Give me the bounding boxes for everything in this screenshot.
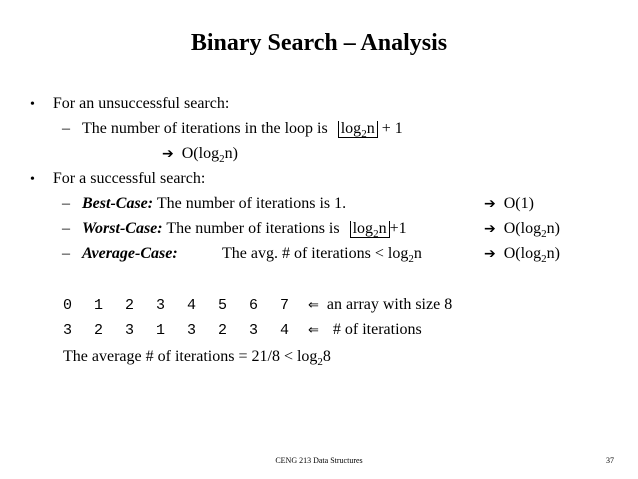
footer-course: CENG 213 Data Structures xyxy=(275,456,363,465)
average-post: 8 xyxy=(322,348,331,365)
best-case-result xyxy=(484,194,534,214)
avg-result-post: n) xyxy=(546,245,560,262)
right-arrow-icon: ➔ xyxy=(484,246,496,262)
worst-result-text: O(log xyxy=(503,220,542,237)
best-result-text: O(1) xyxy=(503,195,534,212)
bullet-icon: • xyxy=(30,172,35,187)
right-arrow-icon: ➔ xyxy=(484,196,496,212)
average-case-line xyxy=(62,244,178,264)
array-index: 7 xyxy=(280,297,290,314)
iteration-counts xyxy=(63,321,304,341)
successful-heading: For a successful search: xyxy=(52,170,206,187)
array-index: 5 xyxy=(218,297,228,314)
array-index: 3 xyxy=(156,297,166,314)
dash-icon: – xyxy=(62,120,70,137)
best-case-label: Best-Case: xyxy=(82,195,154,212)
unsuccessful-line-text: The number of iterations in the loop is xyxy=(82,120,328,137)
floor-n: n xyxy=(366,120,375,137)
avg-result-sub: 2 xyxy=(541,253,547,266)
unsuccessful-iterations-line xyxy=(62,119,403,139)
bullet-unsuccessful xyxy=(30,94,229,115)
array-indices xyxy=(63,296,304,316)
worst-result-sub: 2 xyxy=(541,228,547,241)
iterations-row xyxy=(63,320,422,341)
average-summary xyxy=(63,347,331,367)
worst-case-result xyxy=(484,219,560,239)
worst-case-label: Worst-Case: xyxy=(82,220,163,237)
avg-text-sub: 2 xyxy=(408,253,414,266)
floor-log: log xyxy=(340,120,362,137)
plus-one: +1 xyxy=(389,220,407,237)
array-index: 4 xyxy=(187,297,197,314)
iteration-count: 1 xyxy=(156,322,166,339)
best-case-text: The number of iterations is 1. xyxy=(156,195,347,212)
average-case-text xyxy=(222,244,422,264)
average-sub: 2 xyxy=(317,356,323,369)
worst-case-line xyxy=(62,219,407,239)
left-arrow-icon: ⇐ xyxy=(308,298,319,313)
floor-expression xyxy=(350,220,390,241)
right-arrow-icon: ➔ xyxy=(484,221,496,237)
left-arrow-icon: ⇐ xyxy=(308,323,319,338)
plus-one: + 1 xyxy=(381,120,403,137)
iteration-count: 3 xyxy=(63,322,73,339)
iteration-count: 2 xyxy=(94,322,104,339)
array-index: 2 xyxy=(125,297,135,314)
right-arrow-icon: ➔ xyxy=(162,146,174,162)
array-label: an array with size 8 xyxy=(326,296,453,313)
dash-icon: – xyxy=(62,245,70,262)
iteration-count: 3 xyxy=(187,322,197,339)
page-number: 37 xyxy=(606,456,614,465)
array-index-row xyxy=(63,295,452,316)
result-post: n) xyxy=(224,145,238,162)
slide-title: Binary Search – Analysis xyxy=(190,30,448,56)
dash-icon: – xyxy=(62,195,70,212)
bullet-successful xyxy=(30,169,205,190)
worst-case-text: The number of iterations is xyxy=(166,220,340,237)
dash-icon: – xyxy=(62,220,70,237)
floor-n: n xyxy=(378,220,387,237)
average-case-result xyxy=(484,244,560,264)
floor-sub: 2 xyxy=(373,228,379,241)
average-case-label: Average-Case: xyxy=(82,245,178,262)
iteration-count: 4 xyxy=(280,322,290,339)
avg-text: The avg. # of iterations < log xyxy=(222,245,409,262)
unsuccessful-heading: For an unsuccessful search: xyxy=(52,95,230,112)
array-index: 0 xyxy=(63,297,73,314)
iteration-count: 3 xyxy=(125,322,135,339)
array-index: 6 xyxy=(249,297,259,314)
average-text: The average # of iterations = 21/8 < log xyxy=(63,348,318,365)
result-text: O(log xyxy=(181,145,220,162)
iterations-label: # of iterations xyxy=(332,321,422,338)
array-index: 1 xyxy=(94,297,104,314)
best-case-line xyxy=(62,194,346,214)
iteration-count: 3 xyxy=(249,322,259,339)
avg-result-text: O(log xyxy=(503,245,542,262)
floor-sub: 2 xyxy=(361,128,367,141)
result-sub: 2 xyxy=(219,153,225,166)
iteration-count: 2 xyxy=(218,322,228,339)
floor-log: log xyxy=(352,220,374,237)
floor-expression xyxy=(338,120,378,141)
bullet-icon: • xyxy=(30,97,35,112)
unsuccessful-result xyxy=(162,144,238,164)
worst-result-post: n) xyxy=(546,220,560,237)
avg-text-post: n xyxy=(413,245,422,262)
